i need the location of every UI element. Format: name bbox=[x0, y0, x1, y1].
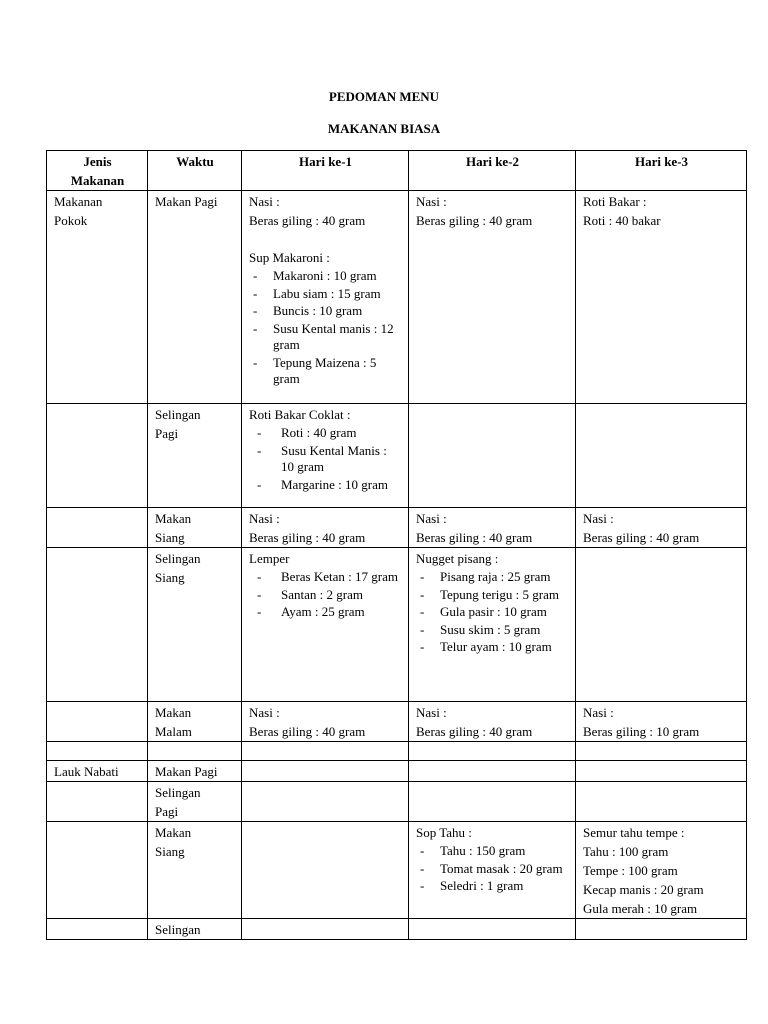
menu-item-title: Lemper bbox=[249, 551, 290, 566]
list-item: - Gula pasir : 10 gram bbox=[416, 604, 569, 621]
list-item: - Buncis : 10 gram bbox=[249, 303, 402, 320]
table-row bbox=[47, 822, 747, 919]
waktu-text: Siang bbox=[155, 570, 185, 585]
menu-ingredient: Roti : 40 bakar bbox=[583, 213, 661, 228]
header-jenis-line2: Makanan bbox=[70, 173, 125, 188]
cell-hari-3 bbox=[576, 782, 747, 822]
waktu-text: Selingan bbox=[155, 551, 201, 566]
cell-hari-3 bbox=[576, 548, 747, 702]
menu-ingredient: Beras giling : 40 gram bbox=[416, 213, 533, 228]
header-waktu: Waktu bbox=[148, 151, 242, 191]
cell-waktu bbox=[148, 548, 242, 702]
cell-hari-3 bbox=[576, 508, 747, 548]
cell-jenis bbox=[47, 822, 148, 919]
list-item: - Tomat masak : 20 gram bbox=[416, 861, 569, 878]
table-row bbox=[47, 191, 747, 404]
list-item: - Makaroni : 10 gram bbox=[249, 268, 402, 285]
jenis-text: Pokok bbox=[54, 213, 88, 228]
menu-table bbox=[46, 150, 747, 940]
menu-item-title: Nasi : bbox=[416, 705, 447, 720]
table-row bbox=[47, 782, 747, 822]
cell-waktu bbox=[148, 702, 242, 742]
cell-waktu bbox=[148, 822, 242, 919]
cell-hari-1 bbox=[242, 742, 409, 761]
list-item: - Telur ayam : 10 gram bbox=[416, 639, 569, 656]
list-item: - Pisang raja : 25 gram bbox=[416, 569, 569, 586]
cell-jenis bbox=[47, 702, 148, 742]
cell-waktu: Makan Pagi bbox=[148, 761, 242, 782]
waktu-text: Malam bbox=[155, 724, 192, 739]
list-item: - Beras Ketan : 17 gram bbox=[249, 569, 402, 586]
table-row bbox=[47, 702, 747, 742]
ingredient-list bbox=[249, 569, 402, 621]
menu-item-title: Nasi : bbox=[249, 511, 280, 526]
cell-jenis bbox=[47, 919, 148, 940]
ingredient-list bbox=[416, 569, 569, 656]
cell-jenis: Lauk Nabati bbox=[47, 761, 148, 782]
waktu-text: Pagi bbox=[155, 426, 179, 441]
menu-item-title: Sop Tahu : bbox=[416, 825, 472, 840]
cell-jenis bbox=[47, 508, 148, 548]
cell-hari-1 bbox=[242, 702, 409, 742]
cell-hari-2 bbox=[409, 742, 576, 761]
jenis-text: Makanan bbox=[54, 194, 103, 209]
cell-hari-1 bbox=[242, 822, 409, 919]
cell-hari-1 bbox=[242, 919, 409, 940]
menu-ingredient: Beras giling : 10 gram bbox=[583, 724, 700, 739]
waktu-text: Pagi bbox=[155, 804, 179, 819]
list-item: - Susu Kental Manis : 10 gram bbox=[249, 443, 402, 476]
cell-hari-2 bbox=[409, 919, 576, 940]
list-item: - Susu skim : 5 gram bbox=[416, 622, 569, 639]
waktu-text: Selingan bbox=[155, 407, 201, 422]
cell-hari-2 bbox=[409, 702, 576, 742]
list-item: - Tepung terigu : 5 gram bbox=[416, 587, 569, 604]
document-title: PEDOMAN MENU bbox=[328, 89, 440, 104]
cell-hari-2 bbox=[409, 782, 576, 822]
menu-ingredient: Kecap manis : 20 gram bbox=[583, 882, 704, 897]
header-row bbox=[47, 151, 747, 191]
menu-ingredient: Tempe : 100 gram bbox=[583, 863, 678, 878]
ingredient-list bbox=[416, 843, 569, 895]
waktu-text: Makan bbox=[155, 705, 192, 720]
menu-item-title: Nasi : bbox=[416, 194, 447, 209]
cell-jenis bbox=[47, 404, 148, 508]
cell-waktu bbox=[148, 742, 242, 761]
menu-item-title: Nasi : bbox=[249, 194, 280, 209]
cell-hari-3 bbox=[576, 191, 747, 404]
menu-item-title: Roti Bakar : bbox=[583, 194, 647, 209]
waktu-text: Siang bbox=[155, 530, 185, 545]
cell-hari-2 bbox=[409, 548, 576, 702]
list-item: - Tahu : 150 gram bbox=[416, 843, 569, 860]
waktu-text: Selingan bbox=[155, 785, 201, 800]
menu-ingredient: Beras giling : 40 gram bbox=[249, 724, 366, 739]
menu-ingredient: Gula merah : 10 gram bbox=[583, 901, 698, 916]
table-row bbox=[47, 919, 747, 940]
cell-hari-2 bbox=[409, 191, 576, 404]
cell-waktu bbox=[148, 404, 242, 508]
cell-hari-3 bbox=[576, 702, 747, 742]
menu-item-title: Sup Makaroni : bbox=[249, 250, 330, 265]
cell-hari-2 bbox=[409, 404, 576, 508]
cell-hari-2 bbox=[409, 508, 576, 548]
cell-hari-3 bbox=[576, 761, 747, 782]
list-item: - Labu siam : 15 gram bbox=[249, 286, 402, 303]
list-item: - Santan : 2 gram bbox=[249, 587, 402, 604]
list-item: - Roti : 40 gram bbox=[249, 425, 402, 442]
menu-ingredient: Beras giling : 40 gram bbox=[249, 530, 366, 545]
table-row bbox=[47, 548, 747, 702]
cell-waktu bbox=[148, 782, 242, 822]
cell-waktu bbox=[148, 508, 242, 548]
header-jenis-makanan bbox=[47, 151, 148, 191]
cell-hari-1 bbox=[242, 761, 409, 782]
cell-hari-1 bbox=[242, 548, 409, 702]
cell-jenis bbox=[47, 742, 148, 761]
table-row-empty bbox=[47, 742, 747, 761]
menu-item-title: Nasi : bbox=[416, 511, 447, 526]
menu-ingredient: Tahu : 100 gram bbox=[583, 844, 669, 859]
list-item: - Susu Kental manis : 12 gram bbox=[249, 321, 402, 354]
list-item: - Seledri : 1 gram bbox=[416, 878, 569, 895]
cell-hari-3 bbox=[576, 404, 747, 508]
menu-item-title: Roti Bakar Coklat : bbox=[249, 407, 351, 422]
menu-ingredient: Beras giling : 40 gram bbox=[416, 530, 533, 545]
menu-item-title: Nasi : bbox=[583, 511, 614, 526]
cell-hari-3 bbox=[576, 919, 747, 940]
header-jenis-line1: Jenis bbox=[83, 154, 112, 169]
menu-ingredient: Beras giling : 40 gram bbox=[249, 213, 366, 228]
menu-item-title: Nugget pisang : bbox=[416, 551, 499, 566]
ingredient-list bbox=[249, 268, 402, 388]
cell-hari-3 bbox=[576, 822, 747, 919]
cell-jenis bbox=[47, 191, 148, 404]
cell-hari-2 bbox=[409, 761, 576, 782]
menu-item-title: Nasi : bbox=[249, 705, 280, 720]
cell-waktu: Makan Pagi bbox=[148, 191, 242, 404]
table-row bbox=[47, 508, 747, 548]
menu-item-title: Nasi : bbox=[583, 705, 614, 720]
list-item: - Margarine : 10 gram bbox=[249, 477, 402, 494]
list-item: - Ayam : 25 gram bbox=[249, 604, 402, 621]
cell-hari-1 bbox=[242, 191, 409, 404]
document-subtitle: MAKANAN BIASA bbox=[327, 121, 441, 136]
ingredient-list bbox=[249, 425, 402, 493]
cell-jenis bbox=[47, 548, 148, 702]
cell-jenis bbox=[47, 782, 148, 822]
table-row bbox=[47, 404, 747, 508]
cell-hari-3 bbox=[576, 742, 747, 761]
cell-hari-1 bbox=[242, 782, 409, 822]
header-hari-2: Hari ke-2 bbox=[409, 151, 576, 191]
waktu-text: Siang bbox=[155, 844, 185, 859]
cell-hari-2 bbox=[409, 822, 576, 919]
list-item: - Tepung Maizena : 5 gram bbox=[249, 355, 402, 388]
waktu-text: Makan bbox=[155, 825, 192, 840]
header-hari-1: Hari ke-1 bbox=[242, 151, 409, 191]
cell-hari-1 bbox=[242, 508, 409, 548]
cell-waktu: Selingan bbox=[148, 919, 242, 940]
table-row bbox=[47, 761, 747, 782]
waktu-text: Makan bbox=[155, 511, 192, 526]
header-hari-3: Hari ke-3 bbox=[576, 151, 747, 191]
cell-hari-1 bbox=[242, 404, 409, 508]
menu-item-title: Semur tahu tempe : bbox=[583, 825, 685, 840]
menu-ingredient: Beras giling : 40 gram bbox=[583, 530, 700, 545]
menu-ingredient: Beras giling : 40 gram bbox=[416, 724, 533, 739]
